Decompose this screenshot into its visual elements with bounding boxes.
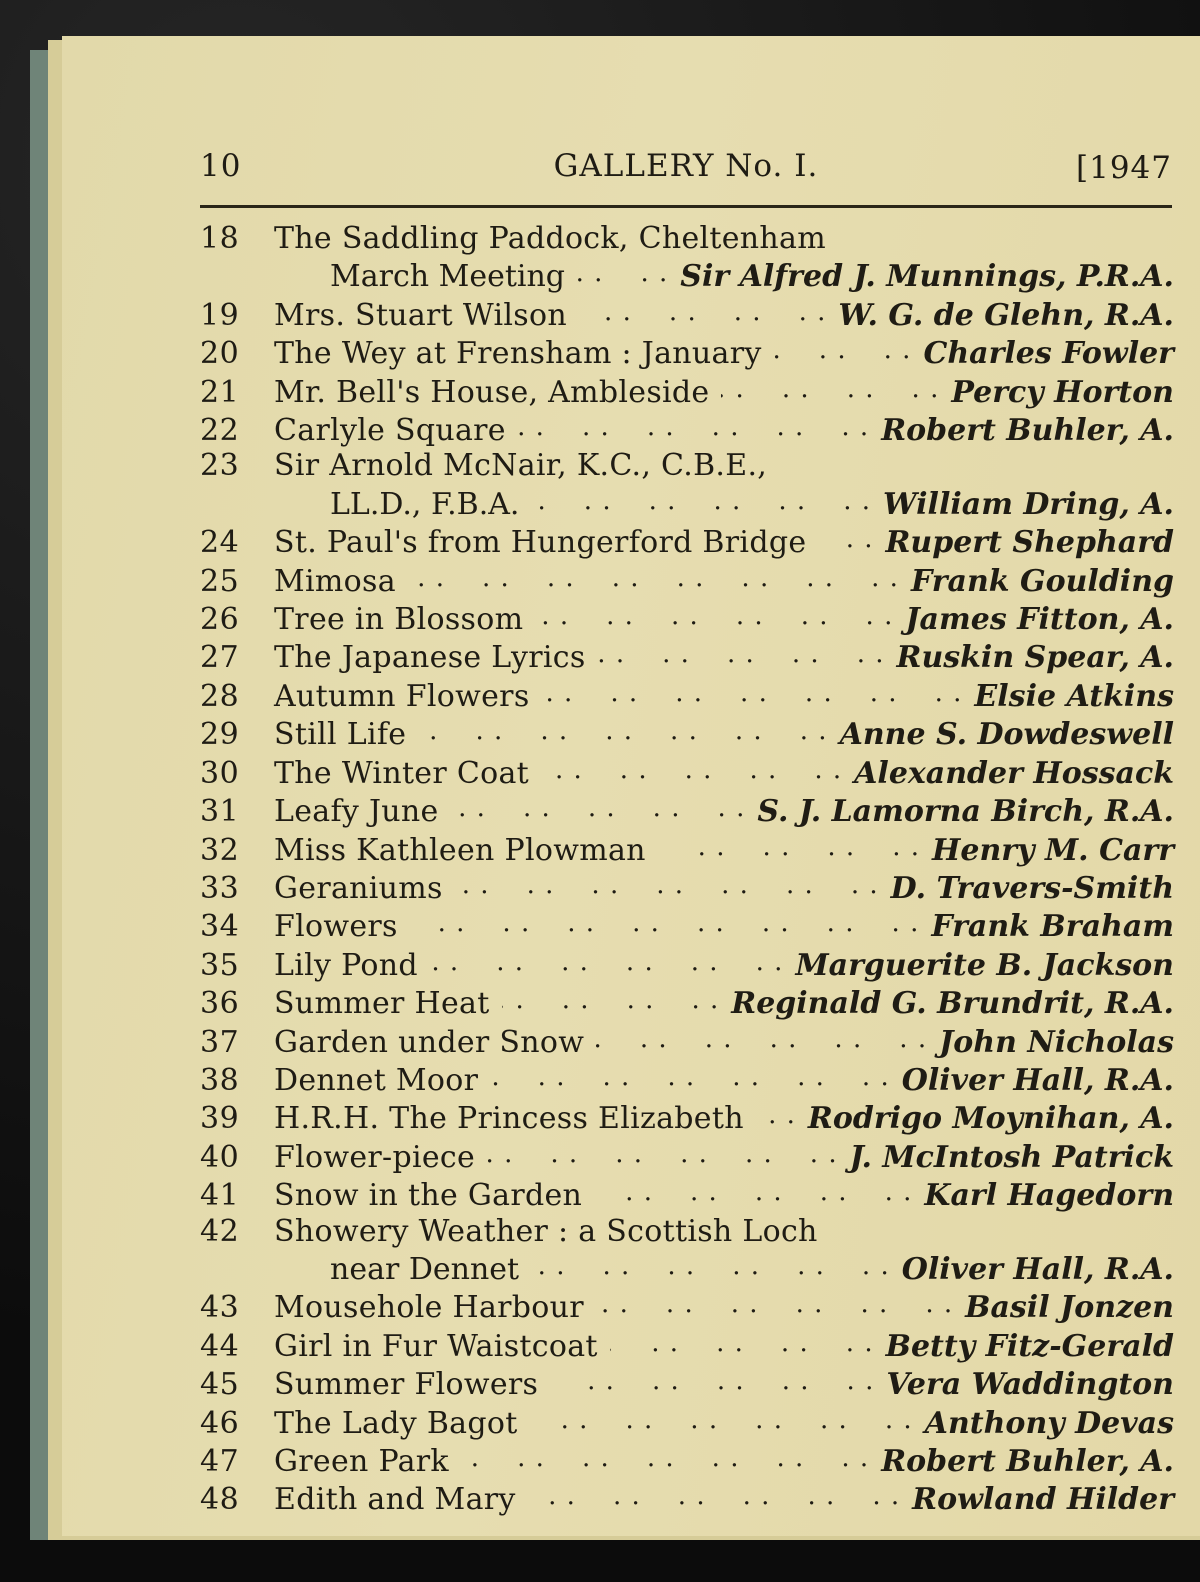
leader-dots <box>818 522 873 552</box>
leader-dots <box>542 676 963 706</box>
entry-artist: Anne S. Dowdeswell <box>839 717 1174 753</box>
entry-row <box>200 410 1174 448</box>
leader-dots <box>541 753 842 783</box>
leader-dots <box>451 791 746 821</box>
entry-title: The Winter Coat <box>274 755 529 791</box>
entry-row-continuation <box>200 256 1174 294</box>
entry-title: Mimosa <box>274 563 396 599</box>
entry-number: 35 <box>200 947 240 983</box>
entry-artist: Rodrigo Moynihan, A. <box>807 1101 1174 1137</box>
entry-number: 21 <box>200 374 240 410</box>
entry-artist: Basil Jonzen <box>965 1290 1174 1326</box>
entry-number: 20 <box>200 336 240 372</box>
entry-row <box>200 676 1174 714</box>
leader-dots <box>596 1287 953 1317</box>
leader-dots <box>579 295 826 325</box>
leader-dots <box>610 1326 874 1356</box>
entry-row <box>200 1479 1174 1517</box>
entry-row <box>200 1098 1174 1136</box>
leader-dots <box>756 1098 796 1128</box>
leader-dots <box>487 1137 838 1167</box>
entry-title: Mrs. Stuart Wilson <box>274 297 567 333</box>
entry-title: Showery Weather : a Scottish Loch <box>274 1213 818 1249</box>
entry-row <box>200 295 1174 333</box>
entry-row <box>200 599 1174 637</box>
entry-number: 48 <box>200 1482 240 1518</box>
entry-title: H.R.H. The Princess Elizabeth <box>274 1101 744 1137</box>
entry-number: 27 <box>200 640 240 676</box>
entry-number: 30 <box>200 755 240 791</box>
entry-row-continuation <box>200 484 1174 522</box>
entry-number: 37 <box>200 1024 240 1060</box>
entry-number: 39 <box>200 1101 240 1137</box>
entry-title: Mr. Bell's House, Ambleside <box>274 374 710 410</box>
entry-number: 32 <box>200 832 240 868</box>
entry-title: The Japanese Lyrics <box>274 640 586 676</box>
entry-row <box>200 1364 1174 1402</box>
entry-row <box>200 637 1174 675</box>
entry-row <box>200 830 1174 868</box>
entry-title: Tree in Blossom <box>274 602 524 638</box>
leader-dots <box>408 561 899 591</box>
leader-dots <box>535 599 893 629</box>
leader-dots <box>577 256 668 286</box>
entry-artist: Charles Fowler <box>923 336 1174 372</box>
entry-number: 26 <box>200 602 240 638</box>
entry-number: 19 <box>200 297 240 333</box>
entry-row <box>200 906 1174 944</box>
leader-dots <box>455 868 879 898</box>
entry-title: Still Life <box>274 717 407 753</box>
entry-number: 34 <box>200 909 240 945</box>
entry-title: Autumn Flowers <box>274 678 530 714</box>
catalogue-entries <box>200 221 1174 1518</box>
header-rule <box>200 205 1172 208</box>
entry-title: Girl in Fur Waistcoat <box>274 1328 598 1364</box>
entry-artist: Frank Goulding <box>910 563 1174 599</box>
entry-number: 43 <box>200 1290 240 1326</box>
entry-artist: S. J. Lamorna Birch, R.A. <box>757 794 1174 830</box>
entry-row <box>200 1060 1174 1098</box>
leader-dots <box>531 484 871 514</box>
entry-row <box>200 522 1174 560</box>
leader-dots <box>418 714 827 744</box>
entry-artist: William Dring, A. <box>883 486 1174 522</box>
leader-dots <box>490 1060 889 1090</box>
leader-dots <box>721 372 939 402</box>
leader-dots <box>530 1403 913 1433</box>
entry-artist: Oliver Hall, R.A. <box>901 1062 1174 1098</box>
entry-number: 41 <box>200 1178 240 1214</box>
entry-title: The Lady Bagot <box>274 1405 518 1441</box>
entry-row <box>200 1403 1174 1441</box>
leader-dots <box>598 637 885 667</box>
entry-title: Mousehole Harbour <box>274 1290 584 1326</box>
entry-number: 36 <box>200 986 240 1022</box>
entry-row <box>200 1441 1174 1479</box>
entry-title: Flower-piece <box>274 1139 476 1175</box>
entry-number: 40 <box>200 1139 240 1175</box>
entry-artist: Rupert Shephard <box>885 525 1174 561</box>
entry-row <box>200 868 1174 906</box>
entry-row-continuation <box>200 1249 1174 1287</box>
entry-artist: Alexander Hossack <box>854 755 1174 791</box>
leader-dots <box>774 333 912 363</box>
entry-row <box>200 221 1174 256</box>
entry-title: Dennet Moor <box>274 1062 479 1098</box>
entry-row <box>200 945 1174 983</box>
entry-number: 28 <box>200 678 240 714</box>
entry-row <box>200 1326 1174 1364</box>
page-header <box>200 148 1172 198</box>
entry-artist: John Nicholas <box>939 1024 1174 1060</box>
entry-number: 25 <box>200 563 240 599</box>
leader-dots <box>502 983 720 1013</box>
entry-title: Miss Kathleen Plowman <box>274 832 646 868</box>
entry-number: 38 <box>200 1062 240 1098</box>
entry-artist: Percy Horton <box>951 374 1174 410</box>
entry-artist: Frank Braham <box>931 909 1174 945</box>
entry-title-continuation: near Dennet <box>330 1251 520 1287</box>
entry-artist: Karl Hagedorn <box>924 1178 1174 1214</box>
entry-row <box>200 448 1174 483</box>
entry-artist: Vera Waddington <box>886 1367 1174 1403</box>
entry-row <box>200 791 1174 829</box>
entry-row <box>200 753 1174 791</box>
entry-artist: James Fitton, A. <box>905 602 1174 638</box>
entry-artist: Oliver Hall, R.A. <box>901 1251 1174 1287</box>
leader-dots <box>430 945 784 975</box>
entry-title: St. Paul's from Hungerford Bridge <box>274 525 807 561</box>
entry-number: 33 <box>200 870 240 906</box>
entry-artist: Rowland Hilder <box>912 1482 1174 1518</box>
entry-row <box>200 561 1174 599</box>
page-year: [1947 <box>1076 150 1172 186</box>
entry-title: Green Park <box>274 1444 449 1479</box>
leader-dots <box>461 1441 869 1471</box>
entry-title: The Saddling Paddock, Cheltenham <box>274 221 826 256</box>
entry-artist: D. Travers-Smith <box>890 870 1174 906</box>
entry-title-continuation: LL.D., F.B.A. <box>330 486 520 522</box>
entry-title: The Wey at Frensham : January <box>274 336 762 372</box>
entry-artist: Sir Alfred J. Munnings, P.R.A. <box>680 259 1174 295</box>
entry-title: Flowers <box>274 909 398 945</box>
entry-number: 42 <box>200 1213 240 1249</box>
entry-row <box>200 1287 1174 1325</box>
entry-row <box>200 372 1174 410</box>
page-number: 10 <box>200 148 242 184</box>
entry-row <box>200 1022 1174 1060</box>
entry-title: Leafy June <box>274 794 439 830</box>
entry-number: 18 <box>200 221 240 256</box>
entry-title: Summer Heat <box>274 986 490 1022</box>
entry-title: Garden under Snow <box>274 1024 585 1060</box>
entry-number: 22 <box>200 413 240 449</box>
entry-number: 29 <box>200 717 240 753</box>
entry-row <box>200 983 1174 1021</box>
entry-title: Lily Pond <box>274 947 418 983</box>
entry-row <box>200 1214 1174 1249</box>
entry-artist: W. G. de Glehn, R.A. <box>838 297 1174 333</box>
entry-row <box>200 714 1174 752</box>
entry-title: Sir Arnold McNair, K.C., C.B.E., <box>274 448 768 484</box>
entry-artist: Betty Fitz-Gerald <box>885 1328 1174 1364</box>
page-title: GALLERY No. I. <box>553 148 819 184</box>
entry-number: 44 <box>200 1328 240 1364</box>
entry-title: Geraniums <box>274 870 443 906</box>
entry-number: 31 <box>200 794 240 830</box>
leader-dots <box>528 1479 901 1509</box>
entry-artist: Reginald G. Brundrit, R.A. <box>731 986 1174 1022</box>
leader-dots <box>410 906 920 936</box>
entry-row <box>200 1175 1174 1213</box>
entry-title: Edith and Mary <box>274 1482 516 1518</box>
leader-dots <box>518 410 869 440</box>
entry-artist: Ruskin Spear, A. <box>896 640 1174 676</box>
entry-number: 47 <box>200 1444 240 1479</box>
entry-title: Carlyle Square <box>274 413 506 449</box>
entry-artist: Henry M. Carr <box>932 832 1174 868</box>
entry-artist: Robert Buhler, A. <box>881 413 1174 449</box>
entry-title-continuation: March Meeting <box>330 259 566 295</box>
leader-dots <box>531 1249 890 1279</box>
entry-row <box>200 1137 1174 1175</box>
entry-artist: Anthony Devas <box>924 1405 1174 1441</box>
entry-artist: Marguerite B. Jackson <box>795 947 1174 983</box>
entry-title: Summer Flowers <box>274 1367 539 1403</box>
entry-row <box>200 333 1174 371</box>
entry-artist: Robert Buhler, A. <box>881 1444 1174 1479</box>
leader-dots <box>594 1175 912 1205</box>
entry-title: Snow in the Garden <box>274 1178 583 1214</box>
leader-dots <box>596 1022 927 1052</box>
entry-number: 46 <box>200 1405 240 1441</box>
entry-number: 45 <box>200 1367 240 1403</box>
entry-artist: J. McIntosh Patrick <box>849 1139 1174 1175</box>
entry-number: 23 <box>200 448 240 484</box>
entry-artist: Elsie Atkins <box>974 678 1174 714</box>
leader-dots <box>658 830 920 860</box>
entry-number: 24 <box>200 525 240 561</box>
leader-dots <box>550 1364 874 1394</box>
